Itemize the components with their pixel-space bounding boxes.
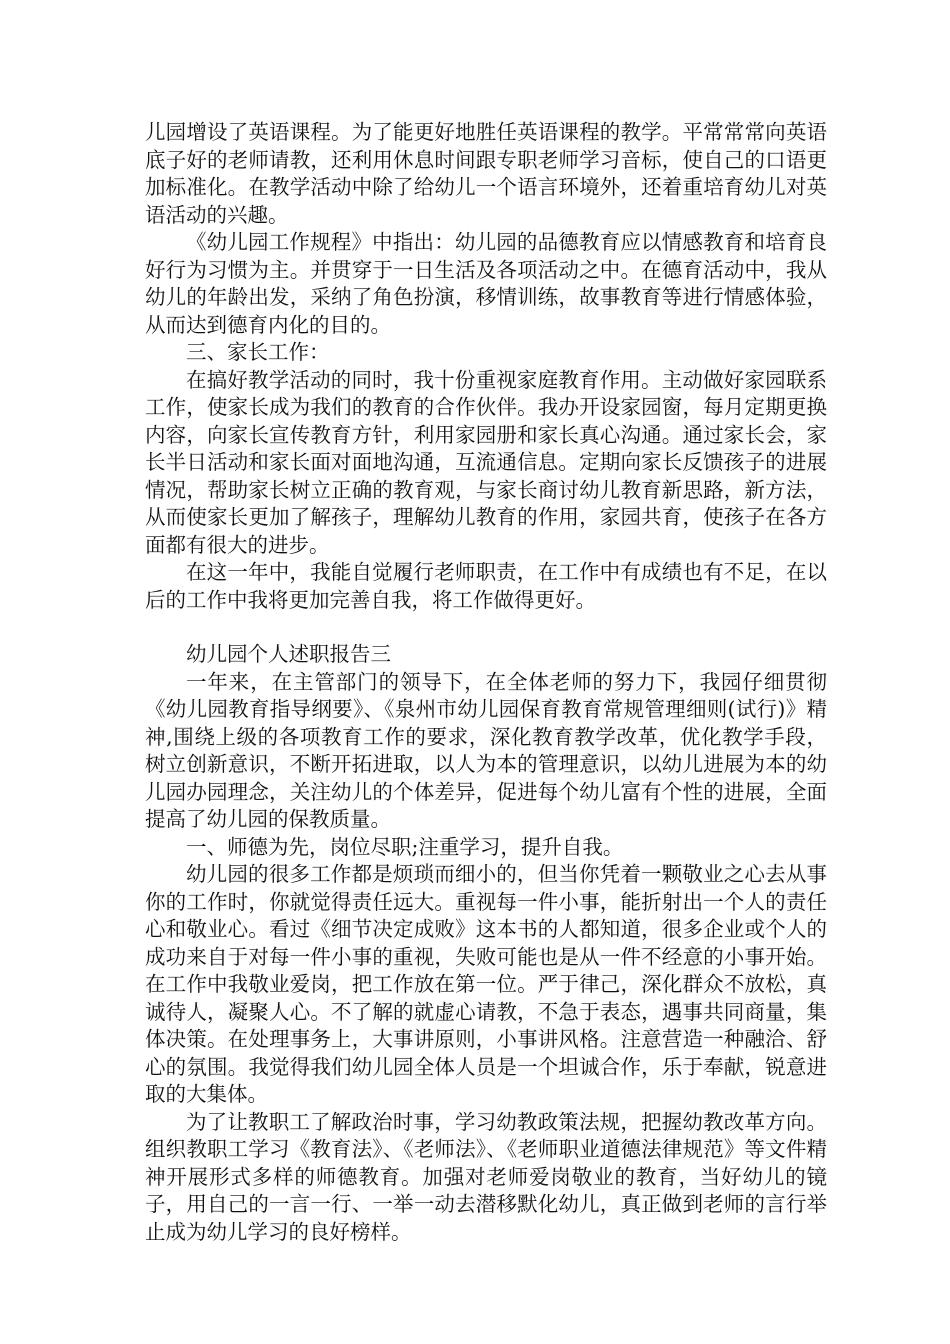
paragraph-english-course: 儿园增设了英语课程。为了能更好地胜任英语课程的教学。平常常常向英语底子好的老师请教，还利用休息时间跟专职老师学习音标，使自己的口语更加标准化。在教学活动中除了给幼儿一个语言环境外，还着重培育幼儿对英语活动的兴趣。	[145, 120, 827, 227]
paragraph-year-summary: 在这一年中，我能自觉履行老师职责，在工作中有成绩也有不足，在以后的工作中我将更加完善自我，将工作做得更好。	[145, 560, 827, 612]
section-heading-parent-work: 三、家长工作：	[186, 340, 330, 364]
paragraph-parent-work: 在搞好教学活动的同时，我十份重视家庭教育作用。主动做好家园联系工作，使家长成为我们的教育的合作伙伴。我办开设家园窗，每月定期更换内容，向家长宣传教育方针，利用家园册和家长真心沟通。通过家长会，家长半日活动和家长面对面地沟通，互流通信息。定期向家长反馈孩子的进展情况，帮助家长树立正确的教育观，与家长商讨幼儿教育新思路，新方法，从而使家长更加了解孩子，理解幼儿教育的作用，家园共育，使孩子在各方面都有很大的进步。	[145, 367, 827, 557]
report-title: 幼儿园个人述职报告三	[186, 642, 391, 666]
paragraph-dedication: 幼儿园的很多工作都是烦琐而细小的，但当你凭着一颗敬业之心去从事你的工作时，你就觉得责任远大。重视每一件小事，能折射出一个人的责任心和敬业心。看过《细节决定成败》这本书的人都知道，很多企业或个人的成功来自于对每一件小事的重视，失败可能也是从一件不经意的小事开始。在工作中我敬业爱岗，把工作放在第一位。严于律己，深化群众不放松，真诚待人，凝聚人心。不了解的就虚心请教，不急于表态，遇事共同商量，集体决策。在处理事务上，大事讲原则，小事讲风格。注意营造一种融洽、舒心的氛围。我觉得我们幼儿园全体人员是一个坦诚合作，乐于奉献，锐意进取的大集体。	[145, 862, 827, 1106]
document-page	[145, 119, 827, 1246]
section-heading-teacher-ethics: 一、师德为先，岗位尽职;注重学习，提升自我。	[186, 834, 624, 859]
paragraph-report-intro: 一年来，在主管部门的领导下，在全体老师的努力下，我园仔细贯彻《幼儿园教育指导纲要》、《泉州市幼儿园保育教育常规管理细则(试行)》精神,围绕上级的各项教育工作的要求，深化教育教学改革，优化教学手段，树立创新意识，不断开拓进取，以人为本的管理意识，以幼儿进展为本的幼儿园办园理念，关注幼儿的个体差异，促进每个幼儿富有个性的进展，全面提高了幼儿园的保教质量。	[145, 669, 827, 831]
paragraph-gap	[145, 614, 827, 641]
paragraph-staff-study: 为了让教职工了解政治时事，学习幼教政策法规，把握幼教改革方向。组织教职工学习《教育法》、《老师法》、《老师职业道德法律规范》等文件精神开展形式多样的师德教育。加强对老师爱岗敬业的教育，当好幼儿的镜子，用自己的一言一行、一举一动去潜移默化幼儿，真正做到老师的言行举止成为幼儿学习的良好榜样。	[145, 1109, 827, 1244]
paragraph-moral-education: 《幼儿园工作规程》中指出：幼儿园的品德教育应以情感教育和培育良好行为习惯为主。并贯穿于一日生活及各项活动之中。在德育活动中，我从幼儿的年龄出发，采纳了角色扮演，移情训练，故事教育等进行情感体验，从而达到德育内化的目的。	[145, 230, 827, 337]
